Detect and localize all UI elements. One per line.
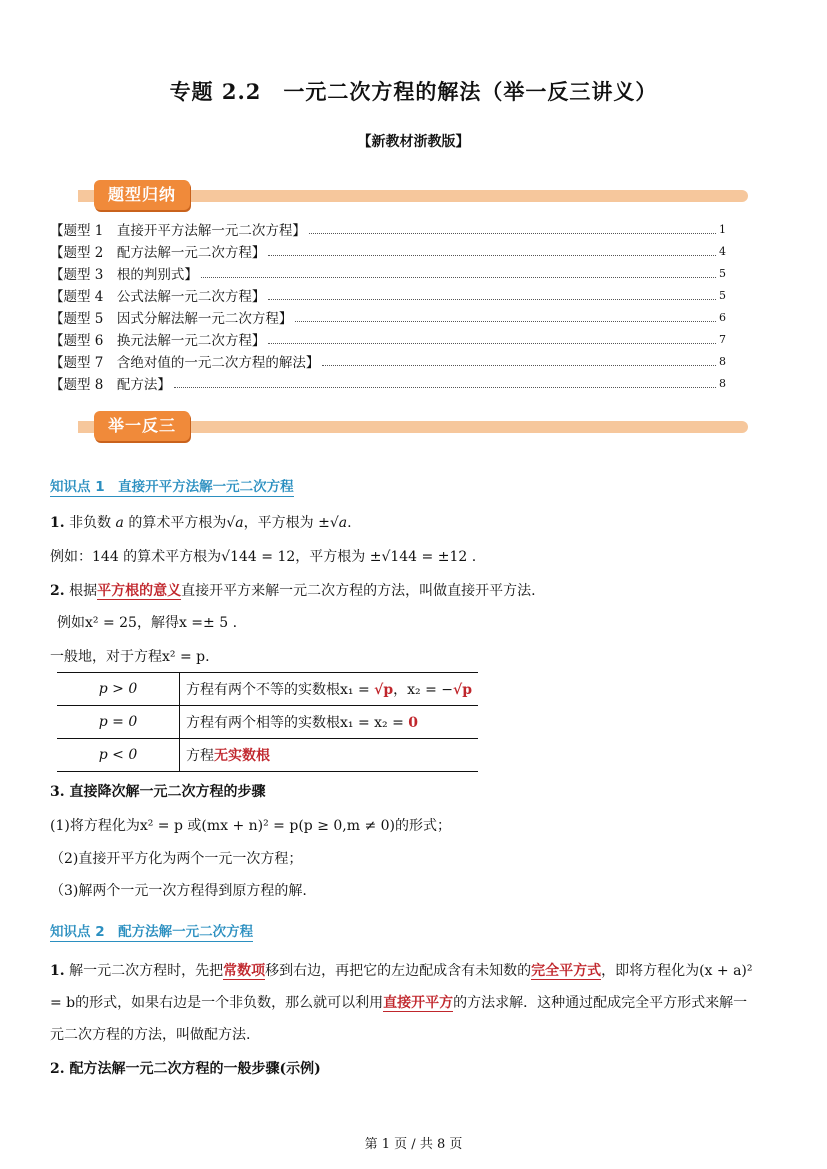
kp1-p1-text-c: ，平方根为 ± [243,515,330,531]
toc-leader-dots [174,387,716,388]
toc-item-page: 8 [719,354,726,368]
kp1-p3-text-b: 直接开平方来解一元二次方程的方法，叫做直接开平方法. [181,583,536,599]
kp1-step-1: (1)将方程化为x² = p 或(mx + n)² = p(p ≥ 0,m ≠ 0)的形式； [50,818,452,834]
kp1-paragraph-2: 例如：144 的算术平方根为√144 = 12，平方根为 ±√144 = ±12 . [50,549,477,565]
toc-banner-badge: 题型归纳 [94,180,190,210]
table-cell-condition: p > 0 [57,673,180,706]
kp1-p1-sqrt: √a [226,515,244,531]
toc-item[interactable] [50,307,726,327]
table-cell-result [180,673,479,706]
toc-leader-dots [295,321,716,322]
kp2-heading-wrap [50,920,253,940]
toc-item-label: 【题型 6 换元法解一元二次方程】 [50,333,266,349]
table-result-text: 方程 [186,748,214,764]
kp1-p1-text-d: . [347,515,352,531]
kp2-l2-text-a: = b的形式，如果右边是一个非负数，那么就可以利用 [50,995,384,1011]
toc-item[interactable] [50,329,726,349]
table-result-highlight2: √p [453,682,473,698]
toc-item[interactable] [50,351,726,371]
table-row [57,673,478,706]
toc-leader-dots [201,277,716,278]
toc-item[interactable] [50,285,726,305]
toc-leader-dots [268,255,716,256]
kp2-l1-number: 1. [50,963,65,979]
kp1-step-2: （2)直接开平方化为两个一元一次方程； [50,851,303,867]
page-footer: 第 1 页 / 共 8 页 [364,1137,463,1152]
toc-item-page: 5 [719,288,726,302]
kp1-steps-heading: 3. 直接降次解一元二次方程的步骤 [50,784,266,800]
kp2-paragraph-3: 元二次方程的方法，叫做配方法. [50,1027,251,1043]
toc-item[interactable] [50,373,726,393]
table-result-highlight: 无实数根 [214,748,270,764]
toc-leader-dots [268,299,716,300]
kp2-l1-text-c: ，即将方程化为(x + a)² [601,963,753,979]
kp2-l2-highlight: 直接开平方 [383,995,454,1011]
toc-item-label: 【题型 7 含绝对值的一元二次方程的解法】 [50,355,320,371]
kp1-heading-wrap [50,475,294,495]
kp1-p1-number: 1. [50,515,65,531]
table-result-highlight: 0 [408,715,419,731]
table-cell-condition: p = 0 [57,706,180,739]
toc-item[interactable] [50,263,726,283]
kp2-l1-text-b: 移到右边，再把它的左边配成含有未知数的 [265,963,532,979]
document-title: 专题 2.2 一元二次方程的解法（举一反三讲义） [169,79,658,104]
kp1-heading: 知识点 1 直接开平方法解一元二次方程 [50,479,294,495]
table-result-text: 方程有两个相等的实数根x₁ = x₂ = [186,715,409,731]
kp1-p3-highlight: 平方根的意义 [97,583,182,599]
main-banner-badge: 举一反三 [94,411,190,441]
toc-item-page: 4 [719,244,726,258]
kp2-l2-text-b: 的方法求解．这种通过配成完全平方形式来解一 [453,995,748,1011]
kp1-p3-number: 2. [50,583,65,599]
kp2-heading: 知识点 2 配方法解一元二次方程 [50,924,254,940]
toc-item-page: 1 [719,222,726,236]
toc-item-label: 【题型 5 因式分解法解一元二次方程】 [50,311,293,327]
toc-list [50,219,726,395]
kp2-l1-highlight-1: 常数项 [223,963,266,979]
kp2-paragraph-2 [50,992,747,1012]
table-result-highlight: √p [374,682,394,698]
toc-item-label: 【题型 8 配方法】 [50,377,171,393]
kp1-p3-text-a: 根据 [64,583,98,599]
table-row [57,739,478,772]
kp2-l1-text-a: 解一元二次方程时，先把 [64,963,224,979]
table-row [57,706,478,739]
kp2-paragraph-1 [50,960,753,980]
toc-item-page: 8 [719,376,726,390]
toc-item-label: 【题型 4 公式法解一元二次方程】 [50,289,266,305]
toc-item[interactable] [50,219,726,239]
table-result-text: 方程有两个不等的实数根x₁ = [186,682,375,698]
kp1-p1-var: a [115,515,124,531]
kp1-p1-sqrt2: √a [329,515,348,531]
kp1-paragraph-5: 一般地，对于方程x² = p. [50,649,210,665]
kp2-steps-heading: 2. 配方法解一元二次方程的一般步骤(示例) [50,1061,321,1077]
kp1-paragraph-3 [50,580,536,600]
kp2-l1-highlight-2: 完全平方式 [531,963,602,979]
toc-leader-dots [309,233,716,234]
toc-item-page: 5 [719,266,726,280]
table-cell-result [180,739,479,772]
toc-item-label: 【题型 1 直接开平方法解一元二次方程】 [50,223,306,239]
kp1-p1-text-a: 非负数 [64,515,116,531]
table-cell-result [180,706,479,739]
toc-item-page: 7 [719,332,726,346]
kp1-paragraph-1 [50,512,352,532]
toc-item-page: 6 [719,310,726,324]
root-cases-table [57,672,478,772]
kp1-paragraph-4: 例如x² = 25，解得x =± 5 . [57,615,238,631]
toc-leader-dots [268,343,716,344]
toc-item[interactable] [50,241,726,261]
toc-item-label: 【题型 3 根的判别式】 [50,267,198,283]
table-cell-condition: p < 0 [57,739,180,772]
toc-leader-dots [322,365,716,366]
kp1-step-3: （3)解两个一元一次方程得到原方程的解. [50,883,307,899]
document-subtitle: 【新教材浙教版】 [357,134,470,150]
table-result-text2: ，x₂ = − [393,682,454,698]
kp1-p1-text-b: 的算术平方根为 [123,515,227,531]
toc-item-label: 【题型 2 配方法解一元二次方程】 [50,245,266,261]
